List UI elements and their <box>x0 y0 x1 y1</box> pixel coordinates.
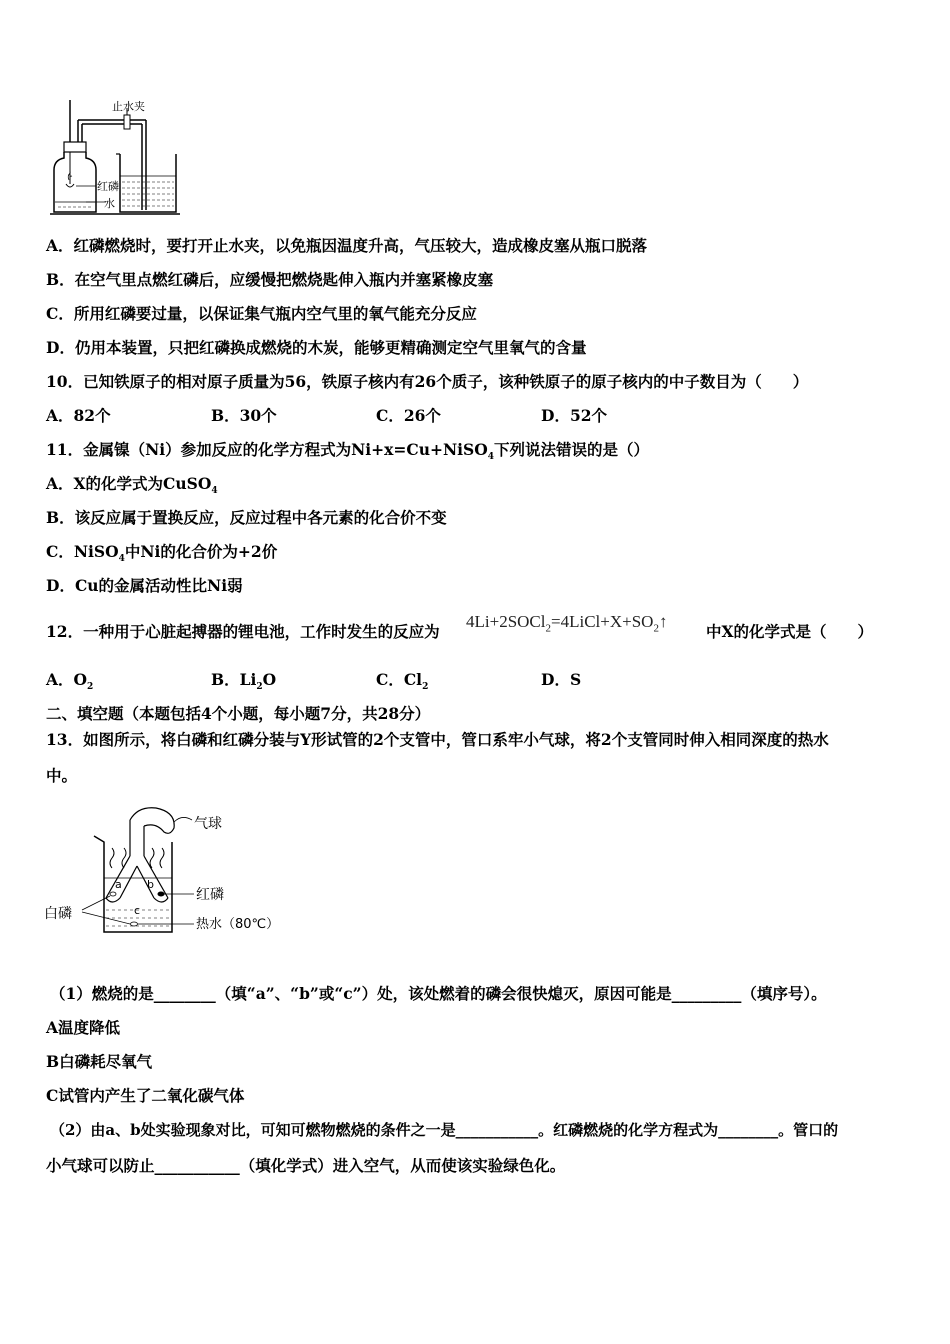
q12-stem-pre: 12．一种用于心脏起搏器的锂电池，工作时发生的反应为 <box>46 622 440 641</box>
q13-option-c: C试管内产生了二氧化碳气体 <box>46 1086 245 1105</box>
q10-stem: 10．已知铁原子的相对原子质量为56，铁原子核内有26个质子，该种铁原子的原子核内的中子数目为（ ） <box>46 372 809 391</box>
q11-stem: 11．金属镍（Ni）参加反应的化学方程式为Ni+x=Cu+NiSO$_4$下列说法错误的是（） <box>46 440 650 463</box>
hot-water-label: 热水（80℃） <box>196 917 280 932</box>
q9-option-b: B．在空气里点燃红磷后，应缓慢把燃烧匙伸入瓶内并塞紧橡皮塞 <box>46 270 494 289</box>
q11-option-c: C．NiSO$_4$中Ni的化合价为+2价 <box>46 542 278 565</box>
q12-reaction-formula: $4Li+2SOCl_2=4LiCl+X+SO_2↑$ <box>466 612 668 635</box>
q9-option-a: A．红磷燃烧时，要打开止水夹，以免瓶因温度升高，气压较大，造成橡皮塞从瓶口脱落 <box>46 236 648 255</box>
q11-option-d: D．Cu的金属活动性比Ni弱 <box>46 576 243 595</box>
white-phosphorus-label: 白磷 <box>44 906 72 922</box>
balloon-label: 气球 <box>194 816 222 832</box>
point-b-label: b <box>147 878 154 891</box>
q11-option-a: A．X的化学式为CuSO$_4$ <box>46 474 218 497</box>
red-phosphorus-label: 红磷 <box>97 180 119 193</box>
q10-option-b: B．30个 <box>211 406 277 425</box>
point-c-label: c <box>134 904 141 917</box>
clamp-label: 止水夹 <box>112 100 145 113</box>
y-tube-figure <box>44 806 294 940</box>
q10-option-c: C．26个 <box>376 406 441 425</box>
q13-stem-line2: 中。 <box>46 766 78 785</box>
q12-option-b: B．$Li_2O$ <box>211 670 277 693</box>
q12-stem-post: 中X的化学式是（ ） <box>706 622 874 641</box>
q13-option-b: B白磷耗尽氧气 <box>46 1052 153 1071</box>
oxygen-apparatus-figure <box>50 98 190 220</box>
q13-part1: （1）燃烧的是________（填“a”、“b”或“c”）处，该处燃着的磷会很快熄灭，原因可能是_________（填序号）。 <box>50 984 827 1003</box>
q11-option-b: B．该反应属于置换反应，反应过程中各元素的化合价不变 <box>46 508 447 527</box>
water-label: 水 <box>104 197 115 210</box>
q12-option-d: D．S <box>541 670 582 689</box>
red-phosphorus-label: 红磷 <box>196 887 224 903</box>
q10-option-d: D．52个 <box>541 406 608 425</box>
q12-option-c: C．$Cl_2$ <box>376 670 429 693</box>
q13-stem-line1: 13．如图所示，将白磷和红磷分装与Y形试管的2个支管中，管口系牢小气球，将2个支管同时伸入相同深度的热水 <box>46 730 829 749</box>
q10-option-a: A．82个 <box>46 406 111 425</box>
q13-part2-line1: （2）由a、b处实验现象对比，可知可燃物燃烧的条件之一是___________。红磷燃烧的化学方程式为________。管口的 <box>50 1121 839 1139</box>
section-heading: 二、填空题（本题包括4个小题，每小题7分，共28分） <box>46 704 431 723</box>
q12-option-a: A．$O_2$ <box>46 670 94 693</box>
point-a-label: a <box>115 878 122 891</box>
q13-option-a: A温度降低 <box>46 1018 121 1037</box>
q13-part2-line2: 小气球可以防止___________（填化学式）进入空气，从而使该实验绿色化。 <box>46 1156 566 1175</box>
q9-option-c: C．所用红磷要过量，以保证集气瓶内空气里的氧气能充分反应 <box>46 304 477 323</box>
q9-option-d: D．仍用本装置，只把红磷换成燃烧的木炭，能够更精确测定空气里氧气的含量 <box>46 338 587 357</box>
